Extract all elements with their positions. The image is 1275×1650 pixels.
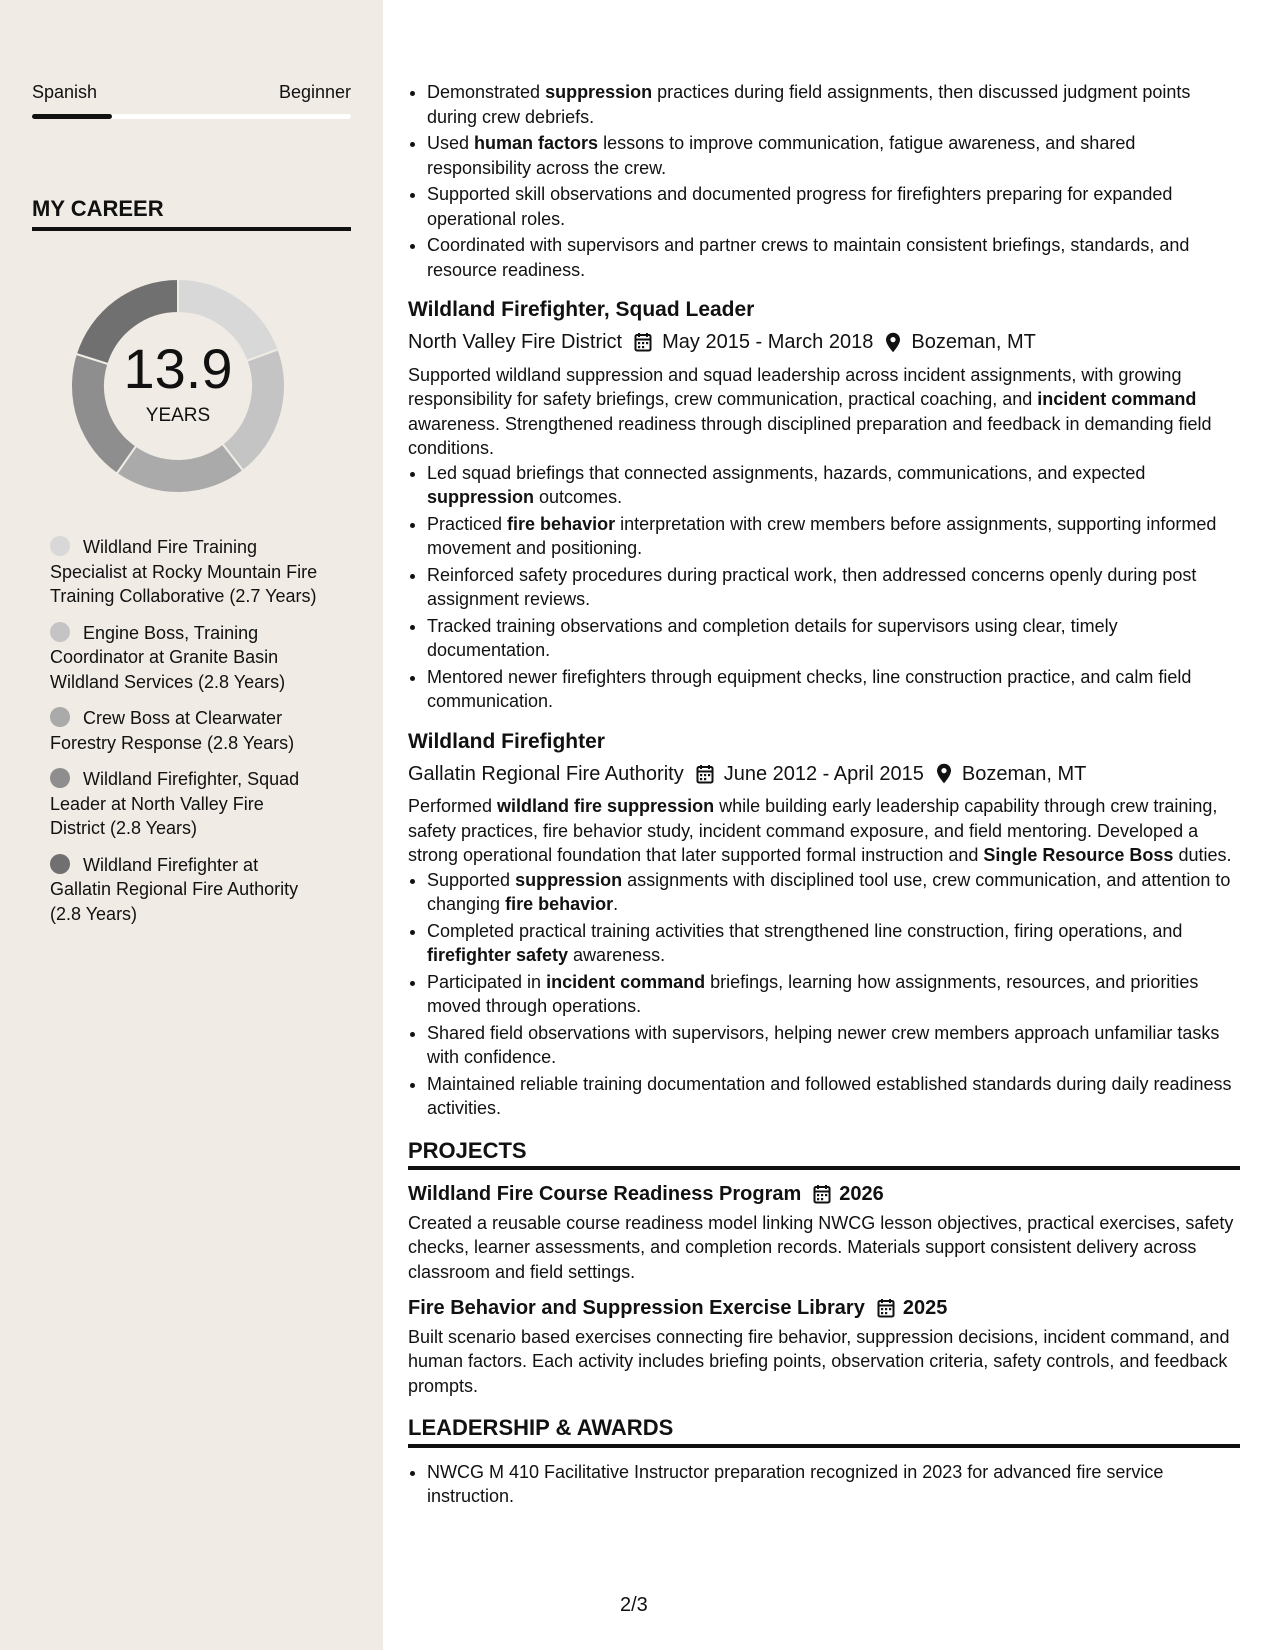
job-entry [408, 728, 1240, 1121]
bold-text: human factors [474, 133, 599, 153]
text-segment: Shared field observations with supervisors, helping newer crew members approach unfamiliar tasks with confidence. [427, 1022, 1220, 1067]
bullet-item [427, 970, 1240, 1019]
text-segment: assignments with disciplined tool use, crew communication, and attention to changing [427, 869, 1231, 914]
career-legend-item [50, 621, 320, 695]
project-title: Fire Behavior and Suppression Exercise Library [408, 1297, 865, 1319]
text-segment: Coordinated with supervisors and partner crews to maintain consistent briefings, standards, and resource readiness. [427, 235, 1190, 280]
job-meta [408, 330, 1240, 355]
text-segment: Practiced [427, 513, 508, 534]
bullet-item [427, 919, 1240, 968]
job-summary [408, 363, 1240, 461]
employer: Gallatin Regional Fire Authority [408, 762, 684, 785]
calendar-icon [634, 332, 652, 352]
calendar-icon [813, 1184, 831, 1204]
job-meta [408, 762, 1240, 787]
text-segment: Demonstrated [427, 82, 546, 102]
bold-text: wildland fire suppression [497, 796, 715, 816]
job-entry [408, 296, 1240, 714]
project-title-row [408, 1296, 1240, 1321]
job-dates: May 2015 - March 2018 [662, 331, 874, 353]
employer: North Valley Fire District [408, 331, 623, 353]
job-bullets [408, 868, 1240, 1121]
language-level: Beginner [278, 82, 351, 102]
bold-text: incident command [1037, 389, 1197, 409]
career-legend-item [50, 706, 320, 755]
project-entry [408, 1296, 1240, 1398]
bullet-item [427, 563, 1240, 612]
project-list [408, 1182, 1240, 1398]
bold-text: incident command [546, 971, 706, 992]
text-segment: awareness. [568, 945, 666, 965]
language-proficiency-bar [32, 114, 351, 119]
legend-swatch [50, 536, 70, 556]
job-title: Wildland Firefighter [408, 729, 605, 753]
project-description: Built scenario based exercises connecting fire behavior, suppression decisions, incident command, and human factors. Each activity includes briefing points, observation criteria, safety controls, and feedback prompts. [408, 1326, 1230, 1396]
bullet-item [427, 1072, 1240, 1121]
bullet-item [427, 1021, 1240, 1070]
calendar-icon [696, 764, 714, 784]
job-location: Bozeman, MT [911, 331, 1036, 353]
text-segment: Supported skill observations and documented progress for firefighters preparing for expanded operational roles. [427, 184, 1173, 229]
job-list [408, 296, 1240, 1121]
map-pin-icon [936, 763, 952, 784]
legend-swatch [50, 707, 70, 727]
bullet-item [427, 80, 1240, 129]
bold-text: fire behavior [507, 513, 616, 534]
bold-text: firefighter safety [427, 945, 569, 965]
career-total-number: 13.9 [123, 337, 233, 400]
legend-swatch [50, 768, 70, 788]
project-title-row [408, 1182, 1240, 1207]
bullet-item [427, 868, 1240, 917]
text-segment: Reinforced safety procedures during practical work, then addressed concerns openly during post assignment reviews. [427, 564, 1197, 609]
text-segment: Maintained reliable training documentation and followed established standards during daily readiness activities. [427, 1073, 1232, 1118]
project-entry [408, 1182, 1240, 1284]
text-segment: Completed practical training activities that strengthened line construction, firing operations, and [427, 920, 1183, 941]
text-segment: Used [427, 133, 475, 153]
career-donut-segment [117, 444, 244, 493]
job-bullets [408, 461, 1240, 714]
career-legend-item [50, 535, 320, 609]
career-total-unit: YEARS [145, 405, 211, 426]
bold-text: suppression [515, 869, 623, 890]
legend-label: Crew Boss at Clearwater Forestry Response (2.8 Years) [50, 708, 295, 753]
bullet-item [427, 512, 1240, 561]
awards-heading: LEADERSHIP & AWARDS [408, 1416, 1240, 1448]
text-segment: Participated in [427, 971, 547, 992]
text-segment: interpretation with crew members before assignments, supporting informed movement and positioning. [427, 513, 1217, 558]
bullet-item [427, 131, 1240, 180]
text-segment: Performed [408, 796, 498, 816]
project-title: Wildland Fire Course Readiness Program [408, 1183, 802, 1205]
text-segment: practices during field assignments, then discussed judgment points during crew debriefs. [427, 82, 1191, 127]
language-name: Spanish [32, 82, 98, 102]
main-content [408, 80, 1240, 1511]
text-segment: awareness. Strengthened readiness through disciplined preparation and feedback in demanding field conditions. [408, 413, 1212, 458]
bullet-item [427, 461, 1240, 510]
previous-job-bullets [408, 80, 1240, 282]
career-legend [50, 535, 320, 938]
project-year: 2025 [902, 1297, 948, 1319]
text-segment: briefings, learning how assignments, resources, and priorities moved through operations. [427, 971, 1199, 1016]
job-title: Wildland Firefighter, Squad Leader [408, 298, 755, 321]
page-number: 2/3 [620, 1594, 648, 1616]
legend-swatch [50, 622, 70, 642]
bold-text: Single Resource Boss [983, 845, 1174, 865]
bold-text: suppression [427, 487, 535, 507]
project-year: 2026 [839, 1183, 884, 1205]
legend-label: Engine Boss, Training Coordinator at Granite Basin Wildland Services (2.8 Years) [50, 622, 286, 692]
legend-label: Wildland Firefighter at Gallatin Regional Fire Authority (2.8 Years) [50, 854, 299, 924]
text-segment: duties. [1173, 845, 1232, 865]
text-segment: while building early leadership capability through crew training, safety practices, fire behavior study, incident command exposure, and field mentoring. Developed a strong operational foundation that later supported formal instruction and [408, 796, 1218, 865]
text-segment: . [613, 894, 619, 914]
project-description: Created a reusable course readiness model linking NWCG lesson objectives, practical exercises, safety checks, learner assessments, and completion records. Materials support consistent delivery across classroom and field settings. [408, 1212, 1234, 1282]
job-summary [408, 794, 1240, 868]
bullet-item [427, 614, 1240, 663]
job-location: Bozeman, MT [961, 762, 1087, 785]
text-segment: lessons to improve communication, fatigue awareness, and shared responsibility across the crew. [427, 133, 1136, 178]
text-segment: Supported [427, 869, 516, 890]
legend-label: Wildland Firefighter, Squad Leader at North Valley Fire District (2.8 Years) [50, 769, 300, 838]
awards-list [408, 1460, 1240, 1509]
text-segment: Mentored newer firefighters through equipment checks, line construction practice, and calm field communication. [427, 666, 1192, 711]
career-legend-item [50, 767, 320, 841]
text-segment: Supported wildland suppression and squad leadership across incident assignments, with growing responsibility for safety briefings, crew communication, practical coaching, and [408, 364, 1182, 409]
career-heading: MY CAREER [32, 196, 351, 231]
language-row [32, 82, 351, 103]
bold-text: fire behavior [505, 894, 614, 914]
award-item: • NWCG M 410 Facilitative Instructor preparation recognized in 2023 for advanced fire service instruction. [427, 1460, 1240, 1509]
text-segment: Tracked training observations and completion details for supervisors using clear, timely documentation. [427, 615, 1118, 660]
map-pin-icon [885, 332, 901, 353]
legend-label: Wildland Fire Training Specialist at Rocky Mountain Fire Training Collaborative (2.7 Years) [50, 537, 318, 606]
text-segment: Led squad briefings that connected assignments, hazards, communications, and expected [427, 462, 1146, 483]
calendar-icon [877, 1298, 895, 1318]
text-segment: outcomes. [534, 487, 623, 507]
projects-heading: PROJECTS [408, 1139, 1240, 1171]
bullet-item [427, 233, 1240, 282]
bullet-item [427, 665, 1240, 714]
bullet-item [427, 182, 1240, 231]
language-proficiency-fill [32, 114, 112, 119]
legend-swatch [50, 854, 70, 874]
career-total [63, 337, 293, 427]
job-dates: June 2012 - April 2015 [723, 762, 924, 785]
sidebar [0, 0, 383, 1650]
career-legend-item [50, 853, 320, 927]
bold-text: suppression [545, 82, 653, 102]
